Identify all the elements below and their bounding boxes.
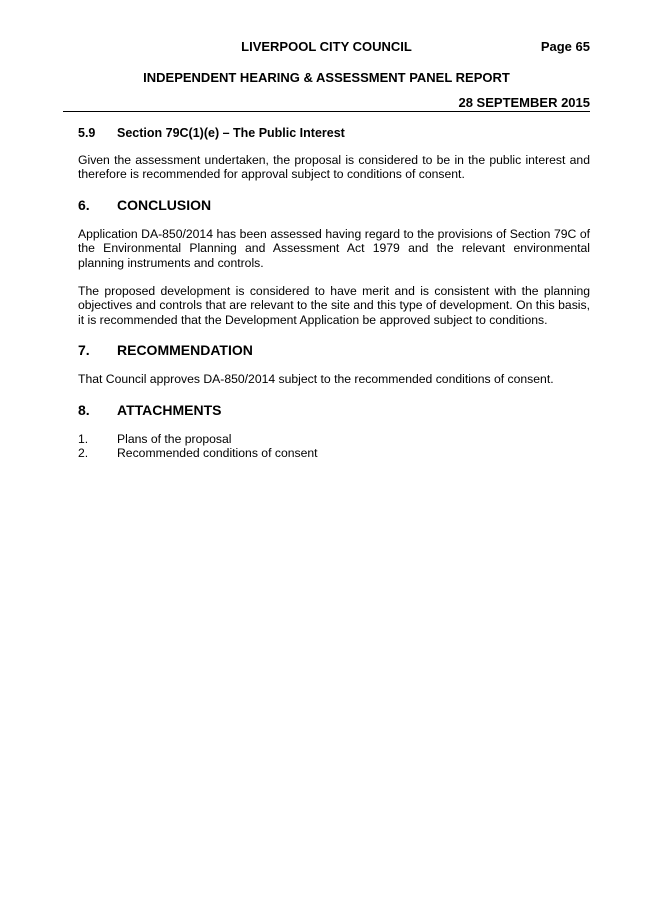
list-item: [78, 446, 590, 460]
section-7-heading: [78, 342, 590, 359]
conclusion-paragraph-1: Application DA-850/2014 has been assessed having regard to the provisions of Section 79C of the Environmental Planning and Assessment Act 1979 and the relevant environmental planning instruments and controls.: [78, 226, 590, 270]
section-title: Section 79C(1)(e) – The Public Interest: [117, 126, 345, 140]
section-number: 8.: [78, 401, 90, 418]
section-title: ATTACHMENTS: [117, 401, 222, 418]
list-item: [78, 432, 590, 446]
section-number: 6.: [78, 196, 90, 213]
report-title: INDEPENDENT HEARING & ASSESSMENT PANEL REPORT: [143, 70, 510, 85]
section-8-heading: [78, 402, 590, 419]
report-date: 28 SEPTEMBER 2015: [458, 95, 590, 110]
section-5-9-heading: [78, 125, 590, 141]
council-name: LIVERPOOL CITY COUNCIL: [241, 39, 412, 54]
page-number: Page 65: [540, 39, 590, 54]
recommendation-paragraph: That Council approves DA-850/2014 subject to the recommended conditions of consent.: [78, 372, 554, 387]
list-item-text: Plans of the proposal: [117, 431, 232, 446]
section-number: 7.: [78, 342, 90, 359]
attachments-list: [78, 432, 590, 461]
section-title: CONCLUSION: [117, 196, 212, 213]
list-item-text: Recommended conditions of consent: [117, 446, 318, 461]
section-6-heading: [78, 197, 590, 214]
report-body: [78, 125, 590, 460]
section-number: 5.9: [78, 126, 96, 140]
header-divider: [63, 111, 590, 112]
section-title: RECOMMENDATION: [117, 342, 253, 359]
section-5-9-paragraph: Given the assessment undertaken, the proposal is considered to be in the public interest and therefore is recommended for approval subject to conditions of consent.: [78, 153, 590, 182]
list-item-number: 1.: [78, 431, 89, 446]
list-item-number: 2.: [78, 446, 89, 461]
conclusion-paragraph-2: The proposed development is considered to have merit and is consistent with the planning objectives and controls that are relevant to the site and this type of development. On this basis, it is recommended that the Development Application be approved subject to conditions.: [78, 284, 590, 327]
